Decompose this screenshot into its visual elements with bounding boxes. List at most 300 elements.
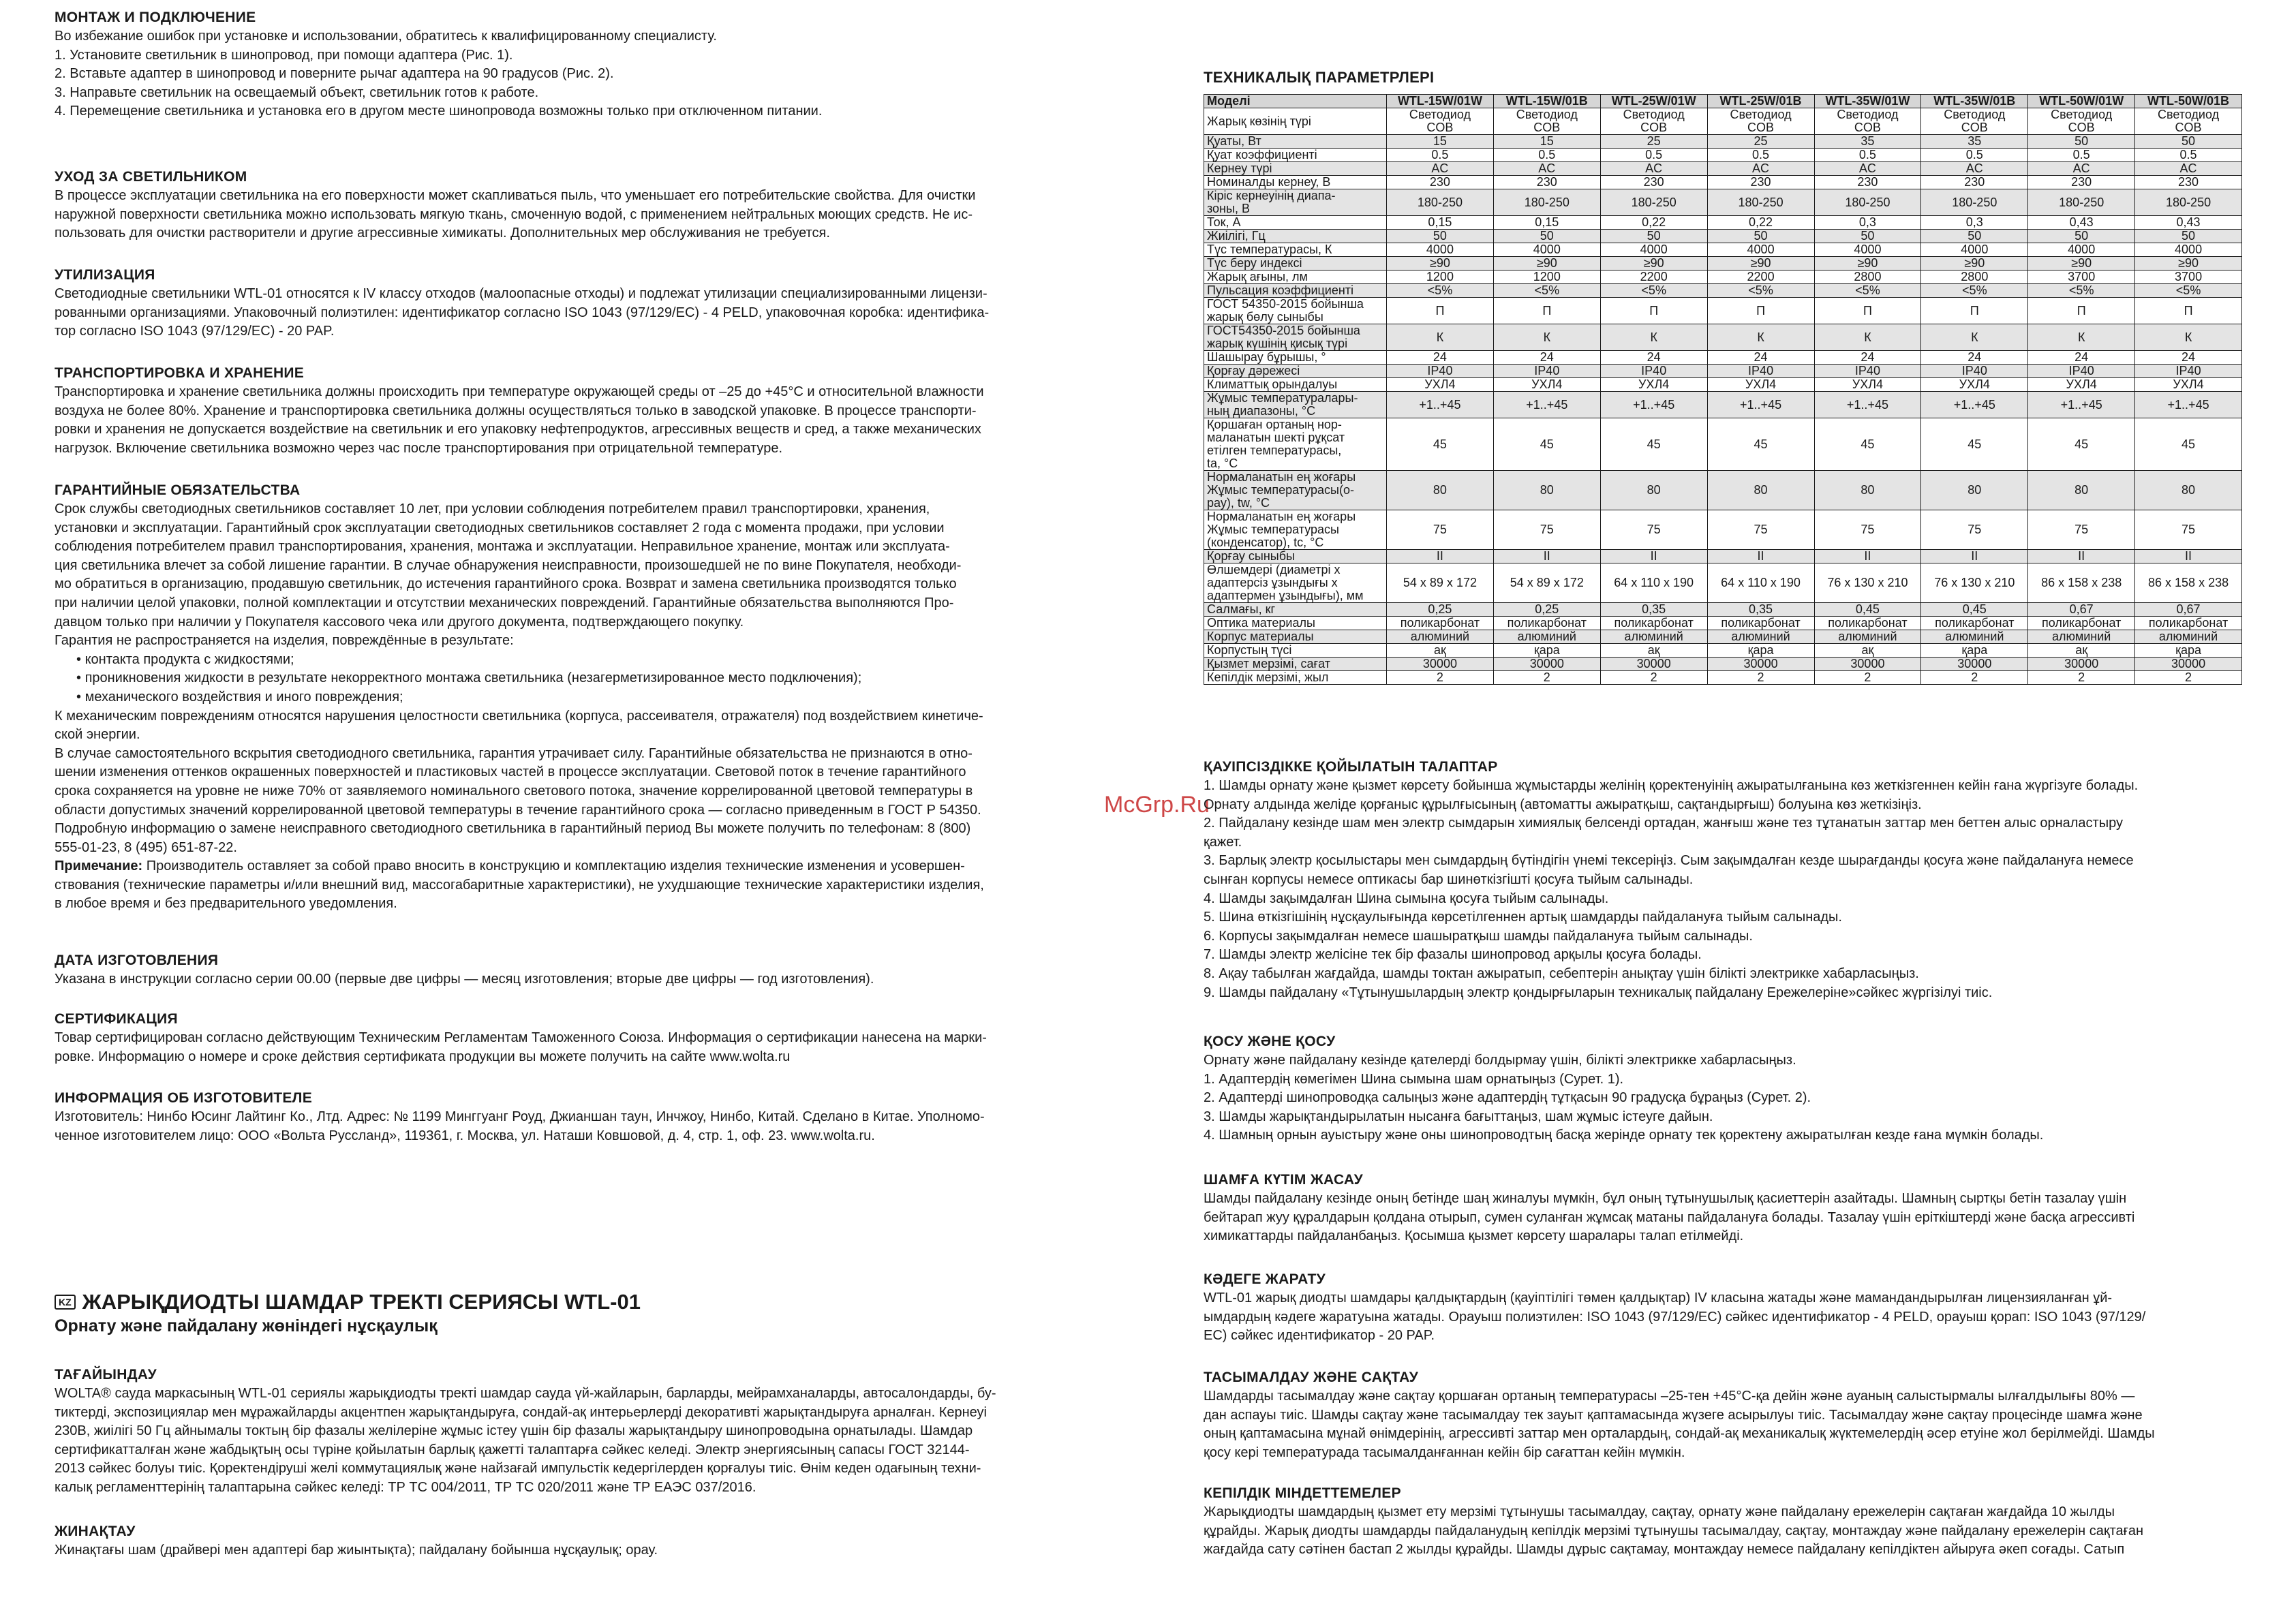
text-line: дан аспауы тиіс. Шамды сақтау және тасымалдау тек зауыт қаптамасында жүзеге асырылуы тиіс. Тасымалдау және сақтау процесінде шамға және: [1204, 1407, 2143, 1423]
table-cell: УХЛ4: [2028, 378, 2135, 392]
table-cell: Светодиод COB: [2135, 108, 2242, 135]
text-line: Изготовитель: Нинбо Юсинг Лайтинг Ко., Лтд. Адрес: № 1199 Минггуанг Роуд, Джианшан таун, Инчжоу, Нинбо, Китай. Сделано в Китае. Уполномо-: [55, 1109, 985, 1124]
section-connection: [1204, 1032, 2242, 1145]
section-certification: [55, 1010, 1104, 1066]
table-cell: 0,15: [1493, 216, 1600, 230]
table-cell: 1200: [1387, 270, 1494, 284]
table-cell: 50: [1493, 230, 1600, 243]
text-line: 3. Шамды жарықтандырылатын нысанға бағыттаңыз, шам жұмыс істеуге дайын.: [1204, 1109, 1713, 1124]
table-cell: 2: [1493, 671, 1600, 685]
table-cell: поликарбонат: [1707, 617, 1814, 630]
table-cell: ≥90: [2028, 257, 2135, 270]
table-cell: УХЛ4: [1707, 378, 1814, 392]
label-line: етілген температурасы,: [1207, 444, 1342, 457]
table-cell: 75: [1814, 510, 1921, 550]
table-cell: ≥90: [1814, 257, 1921, 270]
text-line: 1. Шамды орнату және қызмет көрсету бойынша жұмыстарды желінің қоректенуінің ажыратылғанына көз жеткізгеннен кейін ғана жүргізуге болады.: [1204, 778, 2139, 793]
text-line: 230В, жиілігі 50 Гц айнымалы токтың бір фазалы желілеріне жұмыс істеу үшін бір фазалы жарықтандыру шинопроводына орнатылады. Шамдар: [55, 1423, 973, 1439]
text-line: Во избежание ошибок при установке и использовании, обратитесь к квалифицированному специалисту.: [55, 29, 717, 44]
row-parameter-label: [1204, 658, 1387, 671]
section-title: СЕРТИФИКАЦИЯ: [55, 1011, 178, 1027]
table-cell: II: [1707, 550, 1814, 563]
section-transport: [55, 364, 1104, 458]
table-cell: ≥90: [1707, 257, 1814, 270]
section-montage: [55, 8, 1104, 121]
section-body: [55, 1541, 1104, 1560]
table-cell: 4000: [1921, 243, 2028, 257]
text-line: 1. Установите светильник в шинопровод, при помощи адаптера (Рис. 1).: [55, 47, 513, 63]
table-cell: УХЛ4: [2135, 378, 2242, 392]
table-cell: поликарбонат: [1600, 617, 1707, 630]
row-parameter-label: [1204, 644, 1387, 658]
section-title: МОНТАЖ И ПОДКЛЮЧЕНИЕ: [55, 10, 256, 25]
table-cell: 45: [1493, 418, 1600, 471]
text-line: ымдардың кәдеге жаратуына жатады. Орауыш полиэтилен: ISO 1043 (97/129/EC) сәйкес идентификатор - 4 PELD, орауыш қорап: ISO 1043 (97/129/: [1204, 1309, 2146, 1325]
text-line: 3. Барлық электр қосылыстары мен сымдардың бүтіндігін үнемі тексеріңіз. Сым зақымдалған кезде шырағданды қосуға және пайдалануға немесе: [1204, 853, 2134, 869]
label-line: адаптерсіз ұзындығы х: [1207, 576, 1338, 589]
section-title: ЖИНАҚТАУ: [55, 1524, 136, 1539]
table-cell: 24: [1707, 351, 1814, 365]
table-cell: 15: [1493, 135, 1600, 149]
table-cell: 80: [1707, 471, 1814, 510]
table-cell: алюминий: [1493, 630, 1600, 644]
table-cell: 80: [2135, 471, 2242, 510]
table-cell: 0.5: [1814, 149, 1921, 162]
text-line: ченное изготовителем лицо: ООО «Вольта Руссланд», 119361, г. Москва, ул. Наташи Ковшовой, д. 4, стр. 1, оф. 23. www.wolta.ru.: [55, 1128, 875, 1143]
table-cell: 0,3: [1814, 216, 1921, 230]
label-line: Қорғау дәрежесі: [1207, 364, 1300, 377]
row-parameter-label: [1204, 149, 1387, 162]
table-cell: 30000: [1707, 658, 1814, 671]
text-line: химикаттарды пайдаланбаңыз. Қосымша қызмет көрсету шаралары талап етілмейді.: [1204, 1228, 1744, 1244]
row-parameter-label: [1204, 176, 1387, 189]
label-line: Кернеу түрі: [1207, 161, 1272, 175]
table-cell: 0,45: [1921, 603, 2028, 617]
table-cell: 24: [1600, 351, 1707, 365]
table-cell: 230: [2028, 176, 2135, 189]
table-cell: 180-250: [1387, 189, 1494, 216]
row-parameter-label: [1204, 351, 1387, 365]
section-body: [55, 285, 1104, 341]
table-cell: 4000: [1814, 243, 1921, 257]
label-line: Шашырау бұрышы, °: [1207, 350, 1326, 364]
label-line: Жиілігі, Гц: [1207, 229, 1266, 243]
section-body: [55, 1385, 1104, 1498]
column-header-variant: WTL-35W/01W: [1814, 95, 1921, 108]
section-body: [1204, 1289, 2242, 1346]
note-first-line: Производитель оставляет за собой право вносить в конструкцию и комплектацию изделия технические изменения и усовершен-: [142, 859, 965, 874]
table-row: [1204, 135, 2242, 149]
table-cell: 80: [1921, 471, 2028, 510]
table-cell: поликарбонат: [1814, 617, 1921, 630]
text-line: шении изменения оттенков окрашенных поверхностей и пластиковых частей в процессе эксплуатации. Световой поток в течение гарантийного: [55, 764, 966, 780]
label-line: ГОСТ54350-2015 бойынша: [1207, 324, 1360, 337]
table-cell: 0,15: [1387, 216, 1494, 230]
table-row: [1204, 230, 2242, 243]
table-row: [1204, 471, 2242, 510]
table-cell: 180-250: [1600, 189, 1707, 216]
table-cell: 45: [2028, 418, 2135, 471]
table-cell: <5%: [2135, 284, 2242, 298]
table-cell: 0,22: [1600, 216, 1707, 230]
section-utilization: [1204, 1270, 2242, 1346]
text-line: соблюдения потребителем правил транспортирования, хранения, монтажа и эксплуатации. Неправильное хранение, монтаж или эксплуата-: [55, 539, 950, 555]
table-row: [1204, 510, 2242, 550]
table-cell: П: [1600, 298, 1707, 324]
table-header-row: [1204, 95, 2242, 108]
table-row: [1204, 324, 2242, 351]
table-cell: II: [1493, 550, 1600, 563]
text-line: 6. Корпусы зақымдалған немесе шашыратқыш шамды пайдалануға тыйым салынады.: [1204, 928, 1753, 944]
row-parameter-label: [1204, 630, 1387, 644]
row-parameter-label: [1204, 298, 1387, 324]
text-line: воздуха не более 80%. Хранение и транспортировка светильника должны осуществляться только в заводской упаковке. В процессе транспорти-: [55, 403, 977, 418]
table-cell: П: [1814, 298, 1921, 324]
text-line: 3. Направьте светильник на освещаемый объект, светильник готов к работе.: [55, 84, 539, 100]
table-cell: Светодиод COB: [1493, 108, 1600, 135]
text-line: 5. Шина өткізгішінің нұсқаулығында көрсетілгеннен артық шамдарды пайдалануға тыйым салынады.: [1204, 910, 1842, 925]
table-cell: 25: [1600, 135, 1707, 149]
label-line: Қоршаған ортаның нор-: [1207, 418, 1342, 431]
table-cell: П: [2135, 298, 2242, 324]
label-line: Жұмыс температуралары-: [1207, 391, 1358, 405]
row-parameter-label: [1204, 563, 1387, 603]
table-cell: II: [1814, 550, 1921, 563]
text-line: В процессе эксплуатации светильника на его поверхности может скапливаться пыль, что уменьшает его потребительские свойства. Для очистки: [55, 188, 976, 203]
text-line: срока сохраняется на уровне не ниже 70% от заявляемого номинального светового потока, значение коррелированной цветовой температуры в: [55, 783, 973, 799]
table-cell: поликарбонат: [1921, 617, 2028, 630]
table-cell: 45: [2135, 418, 2242, 471]
table-cell: <5%: [1493, 284, 1600, 298]
text-line: В случае самостоятельного вскрытия светодиодного светильника, гарантия утрачивает силу. Гарантийные обязательства не признаются в отно-: [55, 745, 973, 761]
table-row: [1204, 658, 2242, 671]
label-line: Қорғау сыныбы: [1207, 549, 1295, 563]
table-cell: AC: [2028, 162, 2135, 176]
table-cell: IP40: [2028, 365, 2135, 378]
table-cell: қара: [1921, 644, 2028, 658]
text-line: 2013 сәйкес болуы тиіс. Қоректендіруші желі коммутациялық және найзағай импульстік кедергілерден қорғалуы тиіс. Өнім кеден одағының техни-: [55, 1461, 981, 1477]
table-cell: 35: [1814, 135, 1921, 149]
table-cell: IP40: [1387, 365, 1494, 378]
section-body-continued: [55, 707, 1104, 858]
table-cell: 50: [1387, 230, 1494, 243]
table-cell: ақ: [1600, 644, 1707, 658]
section-disposal: [55, 266, 1104, 341]
table-cell: AC: [1387, 162, 1494, 176]
table-cell: Светодиод COB: [2028, 108, 2135, 135]
text-line: мо обратиться в организацию, продавшую светильник, до истечения гарантийного срока. Возврат и замена светильника производятся только: [55, 576, 957, 592]
table-cell: 80: [1600, 471, 1707, 510]
label-line: Түс температурасы, К: [1207, 243, 1332, 256]
table-cell: +1..+45: [1814, 392, 1921, 418]
text-line: тиктерді, экспозициялар мен мұражайларды акцентпен жарықтандыруға, сондай-ақ интерьерлерді декоративті жарықтандыруға арналған. Кернеуі: [55, 1404, 987, 1420]
row-parameter-label: [1204, 162, 1387, 176]
table-cell: 4000: [1493, 243, 1600, 257]
table-cell: УХЛ4: [1814, 378, 1921, 392]
table-cell: IP40: [1921, 365, 2028, 378]
kz-document-title: [55, 1289, 1104, 1315]
table-row: [1204, 257, 2242, 270]
table-cell: ақ: [1814, 644, 1921, 658]
table-row: [1204, 644, 2242, 658]
row-parameter-label: [1204, 230, 1387, 243]
table-cell: 230: [1921, 176, 2028, 189]
table-row: [1204, 351, 2242, 365]
table-cell: 2: [2028, 671, 2135, 685]
text-line: Орнату және пайдалану кезінде қателерді болдырмау үшін, білікті электрикке хабарласыңыз.: [1204, 1053, 1796, 1068]
table-cell: поликарбонат: [1493, 617, 1600, 630]
text-line: калық регламенттерінің талаптарына сәйкес келеді: ТР ТС 004/2011, ТР ТС 020/2011 және ТР ЕАЭС 037/2016.: [55, 1479, 756, 1495]
table-cell: 230: [1707, 176, 1814, 189]
table-cell: 0.5: [1387, 149, 1494, 162]
row-parameter-label: [1204, 324, 1387, 351]
table-row: [1204, 392, 2242, 418]
kz-subtitle: Орнату және пайдалану жөніндегі нұсқаулық: [55, 1316, 438, 1335]
section-body: [55, 383, 1104, 458]
table-cell: 80: [2028, 471, 2135, 510]
section-warranty: [55, 481, 1104, 914]
section-title: УХОД ЗА СВЕТИЛЬНИКОМ: [55, 169, 247, 185]
warranty-note: [55, 857, 1104, 914]
table-cell: 35: [1921, 135, 2028, 149]
table-cell: 30000: [1600, 658, 1707, 671]
table-row: [1204, 270, 2242, 284]
table-cell: 64 x 110 x 190: [1707, 563, 1814, 603]
table-row: [1204, 418, 2242, 471]
table-cell: 180-250: [1493, 189, 1600, 216]
watermark-text: McGrp.Ru: [1104, 792, 1210, 818]
column-header-variant: WTL-15W/01B: [1493, 95, 1600, 108]
table-cell: ақ: [1387, 644, 1494, 658]
bullet-item: • механического воздействия и иного повреждения;: [55, 688, 1104, 707]
text-line: Срок службы светодиодных светильников составляет 10 лет, при условии соблюдения потребителем правил транспортировки, хранения,: [55, 501, 930, 516]
table-cell: 2: [1387, 671, 1494, 685]
text-line: Шамды пайдалану кезінде оның бетінде шаң жиналуы мүмкін, бұл оның тұтынушылық қасиеттерін азайтады. Шамның сыртқы бетін тазалау үшін: [1204, 1191, 2127, 1206]
label-line: Нормаланатын ең жоғары: [1207, 510, 1356, 523]
table-cell: 0,35: [1600, 603, 1707, 617]
table-cell: IP40: [1707, 365, 1814, 378]
table-cell: 80: [1493, 471, 1600, 510]
table-row: [1204, 603, 2242, 617]
table-cell: 0.5: [2028, 149, 2135, 162]
table-cell: 0.5: [1600, 149, 1707, 162]
table-cell: 4000: [1707, 243, 1814, 257]
table-cell: алюминий: [1707, 630, 1814, 644]
table-row: [1204, 365, 2242, 378]
text-line: сынған корпусы немесе оптикасы бар шинөткізгішті қосуға тыйым салынады.: [1204, 871, 1694, 887]
table-cell: Светодиод COB: [1814, 108, 1921, 135]
table-cell: ≥90: [1493, 257, 1600, 270]
table-cell: <5%: [2028, 284, 2135, 298]
label-line: Салмағы, кг: [1207, 602, 1276, 616]
text-line: нагрузок. Включение светильника возможно через час после транспортирования при отрицательной температуре.: [55, 440, 783, 456]
row-parameter-label: [1204, 108, 1387, 135]
row-parameter-label: [1204, 550, 1387, 563]
table-cell: 0,45: [1814, 603, 1921, 617]
table-cell: Светодиод COB: [1921, 108, 2028, 135]
table-cell: 0,43: [2135, 216, 2242, 230]
table-cell: 24: [1921, 351, 2028, 365]
section-title: ТРАНСПОРТИРОВКА И ХРАНЕНИЕ: [55, 365, 305, 381]
table-cell: 230: [1814, 176, 1921, 189]
table-cell: AC: [1493, 162, 1600, 176]
section-title: ТАСЫМАЛДАУ ЖӘНЕ САҚТАУ: [1204, 1370, 1419, 1385]
label-line: жарық күшінің қисық түрі: [1207, 337, 1348, 350]
text-line: EC) сәйкес идентификатор - 20 PAP.: [1204, 1328, 1435, 1344]
label-line: рау), tw, °С: [1207, 496, 1270, 510]
column-header-variant: WTL-35W/01B: [1921, 95, 2028, 108]
label-line: ta, °С: [1207, 457, 1238, 470]
table-cell: ≥90: [1387, 257, 1494, 270]
table-cell: 80: [1387, 471, 1494, 510]
text-line: установки и эксплуатации. Гарантийный срок эксплуатации светодиодных светильников составляет 2 года с момента продажи, при условии: [55, 520, 945, 536]
table-cell: AC: [1814, 162, 1921, 176]
label-line: ның диапазоны, °С: [1207, 404, 1316, 418]
table-cell: 75: [2028, 510, 2135, 550]
label-line: (конденсатор), tc, °С: [1207, 536, 1324, 549]
table-cell: ≥90: [1921, 257, 2028, 270]
row-parameter-label: [1204, 243, 1387, 257]
table-row: [1204, 149, 2242, 162]
text-line: бейтарап жуу құралдарын қолдана отырып, сумен суланған жұмсақ матаны пайдалануға болады. Тазалау үшін еріткіштерді және басқа агрессивті: [1204, 1209, 2135, 1225]
text-line: области допустимых значений коррелированной цветовой температуры в течение гарантийного срока — согласно приведенным в ГОСТ Р 54350.: [55, 802, 981, 818]
table-cell: 2: [1707, 671, 1814, 685]
table-cell: 24: [2135, 351, 2242, 365]
text-line: сертификатталған және жабдықтың осы түріне қойылатын барлық қажетті талаптарға сәйкес келеді. Электр энергиясының сапасы ГОСТ 32144-: [55, 1442, 970, 1457]
table-cell: IP40: [1493, 365, 1600, 378]
label-line: Нормаланатын ең жоғары: [1207, 470, 1356, 484]
table-cell: К: [2135, 324, 2242, 351]
table-cell: 2: [2135, 671, 2242, 685]
kz-language-badge: KZ: [55, 1295, 76, 1310]
table-cell: 75: [2135, 510, 2242, 550]
table-cell: 2: [1921, 671, 2028, 685]
table-row: [1204, 630, 2242, 644]
text-line: 555-01-23, 8 (495) 651-87-22.: [55, 839, 237, 855]
table-cell: 230: [2135, 176, 2242, 189]
row-parameter-label: [1204, 216, 1387, 230]
column-header-variant: WTL-50W/01B: [2135, 95, 2242, 108]
table-cell: IP40: [2135, 365, 2242, 378]
label-line: ГОСТ 54350-2015 бойынша: [1207, 297, 1364, 311]
section-kit: [55, 1522, 1104, 1560]
table-cell: 24: [2028, 351, 2135, 365]
label-line: зоны, В: [1207, 202, 1250, 215]
table-row: [1204, 176, 2242, 189]
table-cell: 50: [2135, 230, 2242, 243]
table-cell: 86 x 158 x 238: [2028, 563, 2135, 603]
table-cell: К: [1387, 324, 1494, 351]
table-cell: қара: [2135, 644, 2242, 658]
row-parameter-label: [1204, 603, 1387, 617]
text-line: Транспортировка и хранение светильника должны происходить при температуре окружающей среды от –25 до +45°С и относительной влажности: [55, 384, 984, 399]
text-line: Подробную информацию о замене неисправного светодиодного светильника в гарантийный период Вы можете получить по телефонам: 8 (800): [55, 821, 971, 837]
table-cell: 30000: [1493, 658, 1600, 671]
table-cell: AC: [2135, 162, 2242, 176]
table-cell: 76 x 130 x 210: [1921, 563, 2028, 603]
text-line: 1. Адаптердің көмегімен Шина сымына шам орнатыңыз (Сурет. 1).: [1204, 1071, 1624, 1087]
table-cell: УХЛ4: [1387, 378, 1494, 392]
table-cell: УХЛ4: [1600, 378, 1707, 392]
text-line: ствования (технические параметры и/или внешний вид, массогабаритные характеристики), не ухудшающие технические характеристики изделия,: [55, 877, 984, 893]
table-cell: П: [1493, 298, 1600, 324]
table-cell: 0,25: [1387, 603, 1494, 617]
note-label: Примечание:: [55, 859, 143, 874]
text-line: Гарантия не распространяется на изделия, повреждённые в результате:: [55, 633, 514, 649]
text-line: давцом только при наличии у Покупателя кассового чека или другого документа, подтверждающего покупку.: [55, 614, 744, 630]
table-cell: II: [1921, 550, 2028, 563]
table-cell: ақ: [2028, 644, 2135, 658]
table-cell: 4000: [1387, 243, 1494, 257]
text-line: құрайды. Жарық диодты шамдарды пайдаланудың кепілдік мерзімі тұтынушы тасымалдау, сақтау, монтаждау және пайдалану ережелерін сақтаған: [1204, 1523, 2144, 1539]
text-line: наружной поверхности светильника можно использовать мягкую ткань, смоченную водой, с применением нейтральных моющих средств. Не ис-: [55, 206, 973, 222]
label-line: Қызмет мерзімі, сағат: [1207, 657, 1330, 670]
table-cell: 25: [1707, 135, 1814, 149]
table-cell: 75: [1493, 510, 1600, 550]
kz-header: [55, 1289, 1104, 1337]
table-cell: 45: [1707, 418, 1814, 471]
label-line: Климаттық орындалуы: [1207, 377, 1338, 391]
table-cell: 50: [1600, 230, 1707, 243]
table-cell: AC: [1921, 162, 2028, 176]
row-parameter-label: [1204, 257, 1387, 270]
table-cell: 86 x 158 x 238: [2135, 563, 2242, 603]
table-cell: 3700: [2135, 270, 2242, 284]
table-cell: +1..+45: [1707, 392, 1814, 418]
text-line: тор согласно ISO 1043 (97/129/EC) - 20 PAP.: [55, 324, 335, 339]
label-line: Жұмыс температурасы: [1207, 523, 1339, 536]
section-safety: [1204, 758, 2242, 1002]
table-cell: 0,43: [2028, 216, 2135, 230]
row-parameter-label: [1204, 284, 1387, 298]
text-line: WOLTA® сауда маркасының WTL-01 сериялы жарықдиодты тректі шамдар сауда үй-жайларын, барларды, мейрамханаларды, автосалондарды, бу-: [55, 1386, 996, 1401]
column-header-variant: WTL-25W/01W: [1600, 95, 1707, 108]
table-cell: П: [1387, 298, 1494, 324]
column-header-model: Моделі: [1204, 95, 1387, 108]
table-cell: 0.5: [1707, 149, 1814, 162]
section-title: ДАТА ИЗГОТОВЛЕНИЯ: [55, 953, 219, 968]
row-parameter-label: [1204, 617, 1387, 630]
table-row: [1204, 550, 2242, 563]
table-cell: 75: [1707, 510, 1814, 550]
table-row: [1204, 108, 2242, 135]
table-row: [1204, 563, 2242, 603]
row-parameter-label: [1204, 471, 1387, 510]
row-parameter-label: [1204, 270, 1387, 284]
table-cell: 50: [1707, 230, 1814, 243]
table-row: [1204, 189, 2242, 216]
section-lamp-care: [1204, 1171, 2242, 1246]
label-line: Өлшемдері (диаметрі х: [1207, 563, 1341, 576]
table-cell: <5%: [1707, 284, 1814, 298]
table-cell: К: [1493, 324, 1600, 351]
section-title: УТИЛИЗАЦИЯ: [55, 267, 155, 283]
table-cell: 180-250: [1921, 189, 2028, 216]
section-title: ТЕХНИКАЛЫҚ ПАРАМЕТРЛЕРІ: [1204, 69, 1435, 86]
table-cell: 30000: [2028, 658, 2135, 671]
text-line: ской энергии.: [55, 727, 140, 743]
table-cell: 45: [1921, 418, 2028, 471]
table-cell: 0,67: [2028, 603, 2135, 617]
label-line: Кепілдік мерзімі, жыл: [1207, 670, 1329, 684]
table-cell: 75: [1921, 510, 2028, 550]
table-cell: IP40: [1600, 365, 1707, 378]
table-cell: II: [1387, 550, 1494, 563]
table-cell: К: [1921, 324, 2028, 351]
text-line: Указана в инструкции согласно серии 00.00 (первые две цифры — месяц изготовления; вторые две цифры — год изготовления).: [55, 972, 874, 987]
label-line: Пульсация коэффициенті: [1207, 283, 1354, 297]
table-cell: <5%: [1387, 284, 1494, 298]
